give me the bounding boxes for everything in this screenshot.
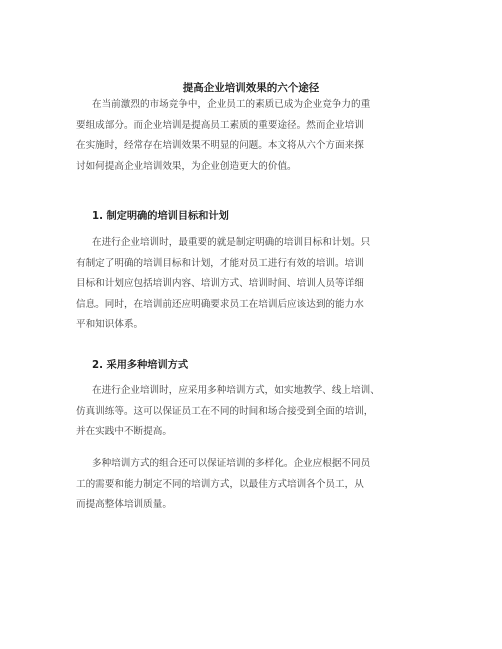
text-line: 在进行企业培训时，最重要的就是制定明确的培训目标和计划。只 xyxy=(92,237,371,248)
text-line: 而提高整体培训质量。 xyxy=(76,499,172,510)
section-heading-2: 2. 采用多种培训方式 xyxy=(92,360,189,371)
intro-paragraph xyxy=(76,95,370,177)
text-line: 目标和计划应包括培训内容、培训方式、培训时间、培训人员等详细 xyxy=(76,278,364,289)
section-1-paragraph xyxy=(76,233,370,336)
text-line: 在当前激烈的市场竞争中，企业员工的素质已成为企业竞争力的重 xyxy=(92,99,371,110)
text-line: 在进行企业培训时，应采用多种培训方式，如实地教学、线上培训、 xyxy=(92,385,380,396)
text-line: 工的需要和能力制定不同的培训方式，以最佳方式培训各个员工，从 xyxy=(76,478,364,490)
document-title: 提高企业培训效果的六个途径 xyxy=(182,82,320,94)
text-line: 要组成部分。而企业培训是提高员工素质的重要途径。然而企业培训 xyxy=(76,119,364,131)
text-line: 讨如何提高企业培训效果，为企业创造更大的价值。 xyxy=(76,160,297,172)
text-line: 并在实践中不断提高。 xyxy=(76,426,172,437)
text-line: 仿真训练等。这可以保证员工在不同的时间和场合接受到全面的培训， xyxy=(76,405,374,417)
text-line: 多种培训方式的组合还可以保证培训的多样化。企业应根据不同员 xyxy=(92,458,371,469)
section-2-paragraph-1 xyxy=(76,381,380,443)
section-heading-1: 1. 制定明确的培训目标和计划 xyxy=(92,211,229,222)
text-line: 在实施时，经常存在培训效果不明显的问题。本文将从六个方面来探 xyxy=(76,140,364,151)
section-2-paragraph-2 xyxy=(76,454,370,516)
text-line: 有制定了明确的培训目标和计划，才能对员工进行有效的培训。培训 xyxy=(76,257,364,269)
text-line: 信息。同时，在培训前还应明确要求员工在培训后应该达到的能力水 xyxy=(76,298,364,310)
text-line: 平和知识体系。 xyxy=(76,319,144,330)
